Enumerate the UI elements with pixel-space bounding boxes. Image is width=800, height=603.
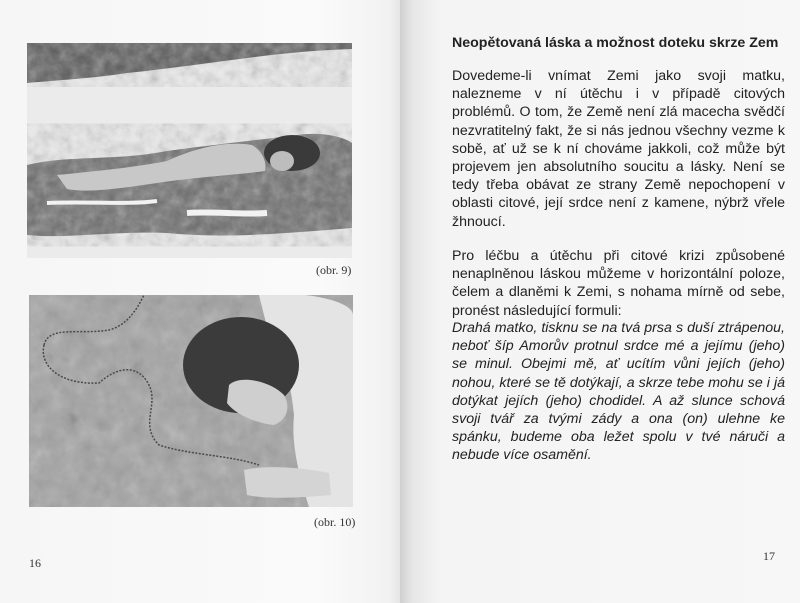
figure-10-photo — [29, 295, 353, 507]
paragraph-formula: Drahá matko, tisknu se na tvá prsa s duší ztrápenou, neboť šíp Amorův protnul srdce mé a jejímu (jeho) se minul. Obejmi mě, ať ucítím vůni jejích (jeho) nohou, které se tě dotýkají, a skrze tebe mohu se i já dotýkat jejích (jeho) chodidel. A až slunce schová svoji tvář za tvými zády a ona (on) ulehne ke spánku, budeme oba ležet spolu v tvé náruči a nebude více osamění. — [452, 320, 785, 464]
snow-scene-image — [27, 43, 352, 258]
paragraph-instruction: Pro léčbu a útěchu při citové krizi způsobené nenaplněnou láskou můžeme v horizontální poloze, čelem a dlaněmi k Zemi, s nohama mírně od sebe, pronést následující formuli: — [452, 248, 785, 319]
figure-9-caption: (obr. 9) — [316, 263, 352, 277]
figure-10-caption: (obr. 10) — [314, 515, 356, 529]
woman-on-ground-image — [29, 295, 353, 507]
page-number-right: 17 — [763, 549, 775, 563]
paragraph-intro: Dovedeme-li vnímat Zemi jako svoji matku, nalezneme v ní útěchu i v případě citových problémů. O tom, že Země není zlá macecha svědčí nezvratitelný fakt, že si nás jednou všechny vezme k sobě, ať už se k ní chováme jakkoli, což může být projevem jen absolutního soucitu a lásky. Není se tedy třeba obávat ze strany Země nepochopení v oblasti citové, její srdce není z kamene, nýbrž vřele žhnoucí. — [452, 68, 785, 230]
figure-9-photo — [27, 43, 352, 258]
page-number-left: 16 — [29, 556, 41, 570]
section-heading: Neopětovaná láska a možnost doteku skrze Zem — [452, 35, 779, 51]
